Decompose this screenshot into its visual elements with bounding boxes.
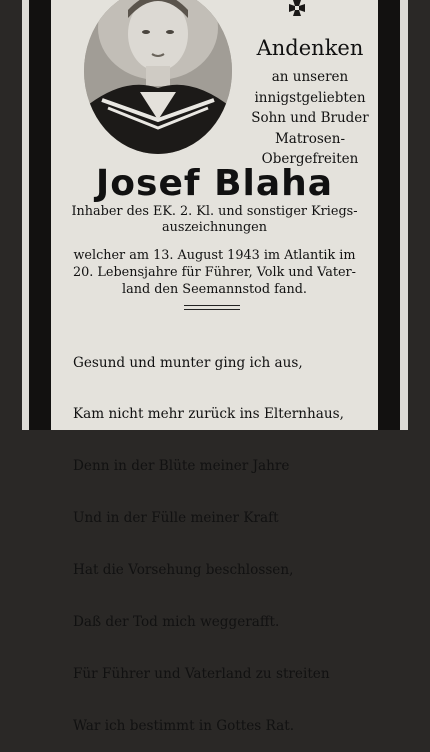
divider-rule-top	[184, 305, 240, 306]
deceased-name: Josef Blaha	[95, 163, 334, 204]
intro-line: innigstgeliebten	[254, 89, 366, 106]
poem-line: Hat die Vorsehung beschlossen,	[73, 562, 294, 579]
poem-line: War ich bestimmt in Gottes Rat.	[73, 717, 295, 734]
memorial-poem	[73, 320, 373, 752]
death-notice-line: land den Seemannstod fand.	[122, 282, 307, 297]
poem-line: Denn in der Blüte meiner Jahre	[73, 458, 290, 475]
intro-line: Obergefreiten	[261, 151, 359, 167]
poem-line: Kam nicht mehr zurück ins Elternhaus,	[73, 406, 344, 423]
black-border-right	[378, 0, 400, 430]
death-notice-text	[51, 247, 378, 298]
decoration-text	[51, 204, 378, 236]
intro-line: Sohn und Bruder	[251, 110, 369, 126]
poem-line: Daß der Tod mich weggerafft.	[73, 614, 280, 631]
iron-cross-icon	[281, 0, 313, 16]
decoration-line: Inhaber des EK. 2. Kl. und sonstiger Kriegs-	[71, 204, 358, 219]
divider-rule-bottom	[184, 309, 240, 310]
death-notice-line: 20. Lebensjahre für Führer, Volk und Vater-	[72, 265, 356, 280]
poem-line: Gesund und munter ging ich aus,	[73, 354, 303, 371]
intro-text	[230, 67, 390, 170]
poem-line: Und in der Fülle meiner Kraft	[73, 510, 279, 527]
poem-line: Für Führer und Vaterland zu streiten	[73, 665, 330, 682]
intro-line: Matrosen-	[274, 130, 346, 147]
death-notice-line: welcher am 13. August 1943 im Atlantik im	[73, 248, 356, 263]
heading-andenken: Andenken	[256, 36, 364, 60]
black-border-left	[29, 0, 51, 430]
intro-line: an unseren	[271, 69, 349, 85]
decoration-line: auszeichnungen	[162, 220, 267, 235]
